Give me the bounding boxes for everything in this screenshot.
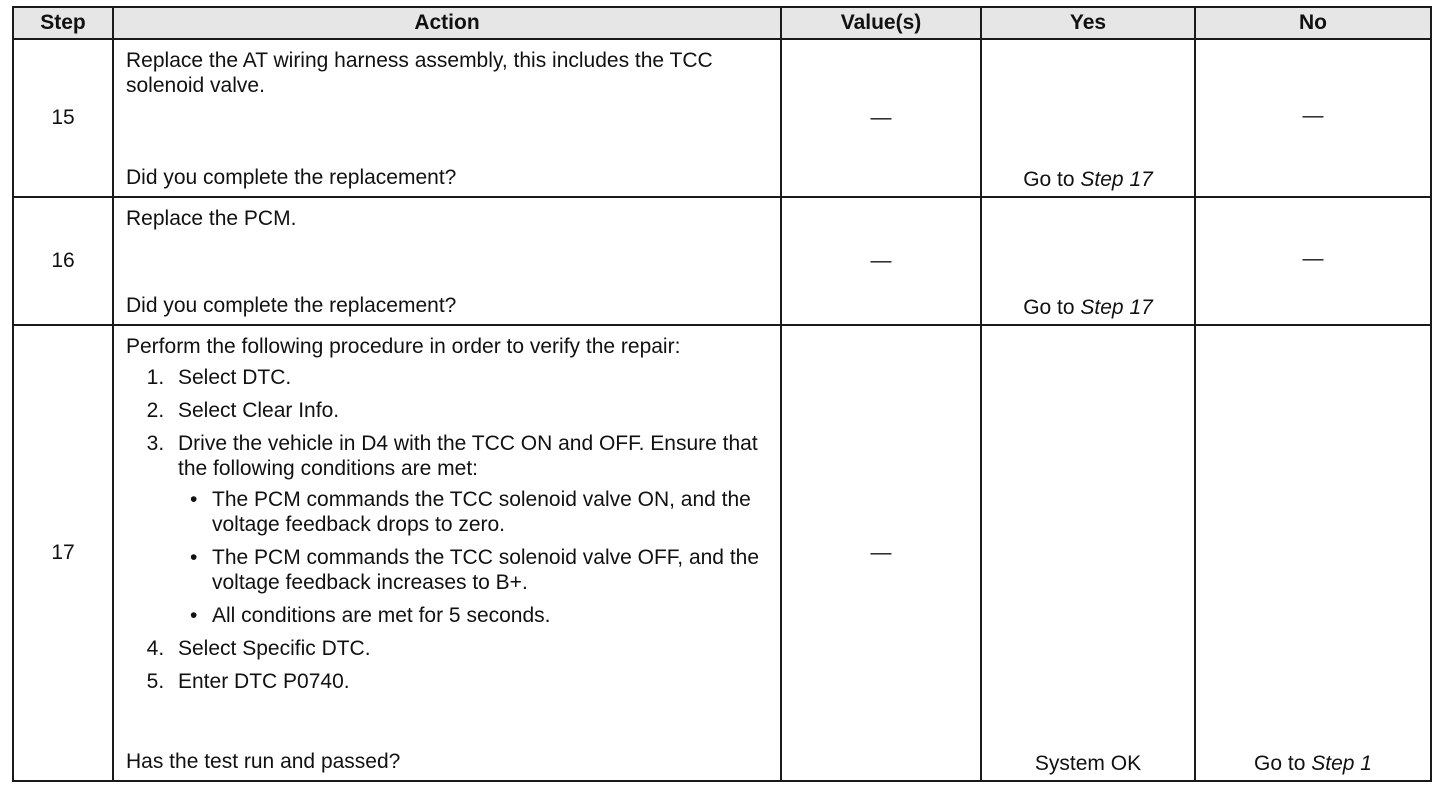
- yes-step-link[interactable]: Step 17: [1080, 168, 1153, 191]
- no-cell: [1195, 325, 1431, 781]
- value-dash: —: [870, 541, 892, 564]
- header-row: [13, 7, 1431, 39]
- value-dash: —: [870, 106, 892, 129]
- action-cell: [113, 197, 781, 325]
- header-step: Step: [13, 7, 113, 39]
- table-row-step-15: [13, 39, 1431, 197]
- header-action: Action: [113, 7, 781, 39]
- header-no: No: [1195, 7, 1431, 39]
- table-row-step-17: [13, 325, 1431, 781]
- condition-item: • The PCM commands the TCC solenoid valve ON, and the voltage feedback drops to zero.: [206, 487, 770, 537]
- no-step-link[interactable]: Step 1: [1311, 752, 1372, 775]
- value-cell: [781, 197, 981, 325]
- action-question: Did you complete the replacement?: [126, 166, 457, 189]
- yes-cell: [981, 325, 1195, 781]
- no-dash: —: [1302, 104, 1324, 127]
- table-row-step-16: [13, 197, 1431, 325]
- step-number: 17: [13, 325, 113, 781]
- action-text: Replace the AT wiring harness assembly, this includes the TCC solenoid valve.: [126, 49, 713, 97]
- value-cell: [781, 39, 981, 197]
- step-number: 15: [13, 39, 113, 197]
- list-item: 1. Select DTC.: [170, 365, 770, 390]
- action-text: Replace the PCM.: [126, 207, 297, 230]
- action-intro: Perform the following procedure in order to verify the repair:: [126, 335, 681, 358]
- no-prefix: Go to: [1254, 752, 1306, 775]
- yes-cell: [981, 197, 1195, 325]
- step-number: 16: [13, 197, 113, 325]
- list-item: 3. Drive the vehicle in D4 with the TCC ON and OFF. Ensure that the following conditions are met: • The PCM commands the TCC solenoid valve ON, and the voltage feedback drops to zero. • The PCM commands the TCC solenoid valve OFF, and the voltage feedback increases to B+. • All conditions are met for 5 seconds.: [170, 431, 770, 628]
- condition-item: • The PCM commands the TCC solenoid valve OFF, and the voltage feedback increases to B+.: [206, 545, 770, 595]
- yes-result: System OK: [1034, 752, 1142, 775]
- yes-cell: [981, 39, 1195, 197]
- no-cell: [1195, 39, 1431, 197]
- no-dash: —: [1302, 247, 1324, 270]
- conditions-list: [178, 487, 770, 628]
- action-cell: [113, 325, 781, 781]
- value-dash: —: [870, 249, 892, 272]
- header-yes: Yes: [981, 7, 1195, 39]
- list-item: 4. Select Specific DTC.: [170, 636, 770, 661]
- list-item: 2. Select Clear Info.: [170, 398, 770, 423]
- yes-prefix: Go to: [1023, 296, 1075, 319]
- action-cell: [113, 39, 781, 197]
- action-question: Has the test run and passed?: [126, 750, 401, 773]
- action-question: Did you complete the replacement?: [126, 294, 457, 317]
- diagnostic-table: [12, 6, 1432, 782]
- condition-item: • All conditions are met for 5 seconds.: [206, 603, 770, 628]
- value-cell: [781, 325, 981, 781]
- yes-step-link[interactable]: Step 17: [1080, 296, 1153, 319]
- yes-prefix: Go to: [1023, 168, 1075, 191]
- header-values: Value(s): [781, 7, 981, 39]
- list-item: 5. Enter DTC P0740.: [170, 669, 770, 694]
- procedure-list: [126, 365, 770, 694]
- no-cell: [1195, 197, 1431, 325]
